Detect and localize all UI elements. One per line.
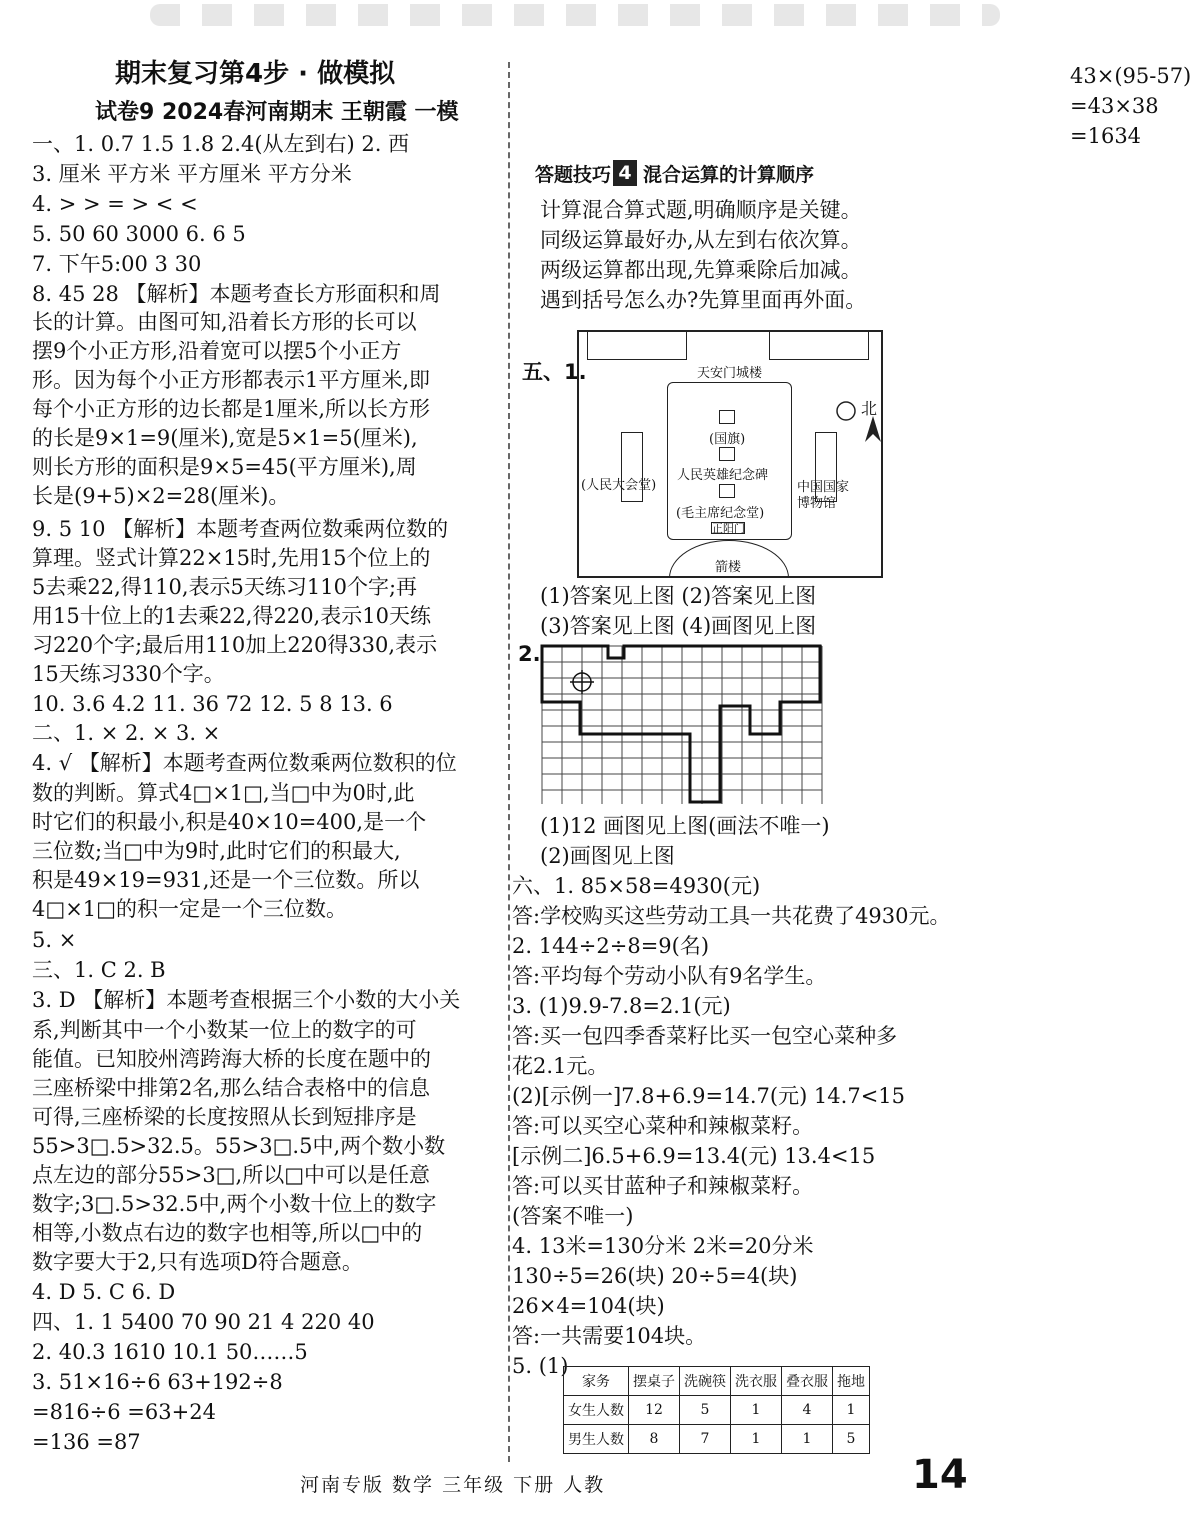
answer-line: 3. D 【解析】本题考查根据三个小数的大小关 (32, 988, 461, 1012)
map-left-wall (587, 330, 687, 360)
app-answer-line: 答:买一包四季香菜籽比买一包空心菜种多 (512, 1024, 898, 1048)
answer-line: 4□×1□的积一定是一个三位数。 (32, 897, 347, 921)
footer-text: 河南专版 数学 三年级 下册 人教 (300, 1474, 606, 1496)
map-mausoleum-box (719, 484, 735, 498)
map-flag-box (719, 410, 735, 424)
table-cell: 12 (629, 1396, 680, 1425)
answer-line: 摆9个小正方形,沿着宽可以摆5个小正方 (32, 339, 402, 363)
grid-drawing (540, 644, 824, 806)
map-mausoleum: (毛主席纪念堂) (676, 506, 765, 521)
tip-line: 计算混合算式题,明确顺序是关键。 (540, 198, 862, 222)
compass-icon (835, 400, 857, 422)
answer-line: 9. 5 10 【解析】本题考查两位数乘两位数的 (32, 517, 449, 541)
map-answer-line: (1)答案见上图 (2)答案见上图 (540, 584, 817, 608)
map-tiananmen: 天安门城楼 (697, 366, 763, 381)
table-cell: 1 (731, 1425, 782, 1454)
answer-line: 二、1. × 2. × 3. × (32, 721, 221, 745)
calc-line: 43×(95-57) (1070, 64, 1191, 88)
answer-line: 系,判断其中一个小数某一位上的数字的可 (32, 1018, 417, 1042)
app-answer-line: 答:平均每个劳动小队有9名学生。 (512, 964, 827, 988)
answer-line: 5. × (32, 928, 77, 952)
map-arrow-tower: 箭楼 (715, 560, 742, 575)
tip-label: 答题技巧 (535, 163, 612, 186)
tip-title: 混合运算的计算顺序 (643, 163, 815, 186)
table-cell: 男生人数 (564, 1425, 629, 1454)
table-cell: 5 (833, 1425, 870, 1454)
answer-line: 每个小正方形的边长都是1厘米,所以长方形 (32, 397, 431, 421)
app-answer-line: 答:可以买甘蓝种子和辣椒菜籽。 (512, 1174, 814, 1198)
app-answer-line: 26×4=104(块) (512, 1294, 665, 1318)
north-arrow-icon (863, 416, 883, 446)
table-cell: 5 (680, 1396, 731, 1425)
app-answer-line: 六、1. 85×58=4930(元) (512, 874, 761, 898)
table-row (564, 1425, 870, 1454)
table-header-cell: 家务 (564, 1367, 629, 1396)
map-right-wall (769, 330, 869, 360)
map-zhengyang: 正阳门 (712, 522, 745, 535)
answer-line: 7. 下午5:00 3 30 (32, 252, 202, 276)
tip-header (535, 158, 814, 188)
map-monument-box (719, 447, 735, 461)
app-answer-line: (答案不唯一) (512, 1204, 634, 1228)
answer-line: 2. 40.3 1610 10.1 50……5 (32, 1340, 308, 1364)
answer-line: 长的计算。由图可知,沿着长方形的长可以 (32, 310, 417, 334)
answer-line: 5去乘22,得110,表示5天练习110个字;再 (32, 575, 418, 599)
answer-line: 数字;3□.5>32.5中,两个小数十位上的数字 (32, 1192, 437, 1216)
table-cell: 8 (629, 1425, 680, 1454)
table-header-cell: 洗碗筷 (680, 1367, 731, 1396)
answer-line: 3. 厘米 平方米 平方厘米 平方分米 (32, 162, 352, 186)
tip-line: 两级运算都出现,先算乘除后加减。 (540, 258, 862, 282)
answer-line: 点左边的部分55>3□,所以□中可以是任意 (32, 1163, 431, 1187)
answer-line: 可得,三座桥梁的长度按照从长到短排序是 (32, 1105, 417, 1129)
page-title: 期末复习第4步 · 做模拟 (115, 59, 396, 89)
answer-line: =816÷6 =63+24 (32, 1400, 216, 1424)
answer-line: 四、1. 1 5400 70 90 21 4 220 40 (32, 1310, 375, 1334)
app-answer-line: 答:学校购买这些劳动工具一共花费了4930元。 (512, 904, 951, 928)
map-monument: 人民英雄纪念碑 (677, 468, 769, 483)
table-cell: 7 (680, 1425, 731, 1454)
page-number: 14 (912, 1452, 968, 1498)
app-answer-line: 答:可以买空心菜种和辣椒菜籽。 (512, 1114, 814, 1138)
app-answer-line: 花2.1元。 (512, 1054, 609, 1078)
answer-line: 能值。已知胶州湾跨海大桥的长度在题中的 (32, 1047, 431, 1071)
answer-line: 一、1. 0.7 1.5 1.8 2.4(从左到右) 2. 西 (32, 132, 410, 156)
answer-line: 的长是9×1=9(厘米),宽是5×1=5(厘米), (32, 426, 418, 450)
answer-line: 数字要大于2,只有选项D符合题意。 (32, 1250, 363, 1274)
answer-line: 时它们的积最小,积是40×10=400,是一个 (32, 810, 427, 834)
table-header-cell: 摆桌子 (629, 1367, 680, 1396)
answer-line: 三座桥梁中排第2名,那么结合表格中的信息 (32, 1076, 431, 1100)
table-cell: 1 (833, 1396, 870, 1425)
answer-line: 4. > > = > < < (32, 192, 198, 216)
answer-line: 5. 50 60 3000 6. 6 5 (32, 222, 246, 246)
answer-line: 积是49×19=931,还是一个三位数。所以 (32, 868, 420, 892)
app-answer-line: 5. (1) (512, 1354, 569, 1378)
app-answer-line: 130÷5=26(块) 20÷5=4(块) (512, 1264, 798, 1288)
answer-line: 10. 3.6 4.2 11. 36 72 12. 5 8 13. 6 (32, 692, 393, 716)
column-divider (508, 62, 510, 1462)
app-answer-line: 2. 144÷2÷8=9(名) (512, 934, 710, 958)
table-cell: 4 (782, 1396, 833, 1425)
answer-line: 则长方形的面积是9×5=45(平方厘米),周 (32, 455, 417, 479)
app-answer-line: 3. (1)9.9-7.8=2.1(元) (512, 994, 731, 1018)
map-north-label: 北 (861, 399, 878, 418)
tip-line: 遇到括号怎么办?先算里面再外面。 (540, 288, 867, 312)
page-subtitle: 试卷9 2024春河南期末 王朝霞 一模 (95, 100, 459, 125)
map-answer-line: (3)答案见上图 (4)画图见上图 (540, 614, 817, 638)
table-header-cell: 拖地 (833, 1367, 870, 1396)
app-answer-line: [示例二]6.5+6.9=13.4(元) 13.4<15 (512, 1144, 876, 1168)
table-cell: 女生人数 (564, 1396, 629, 1425)
tip-number: 4 (613, 160, 637, 186)
table-header-cell: 叠衣服 (782, 1367, 833, 1396)
table-cell: 1 (731, 1396, 782, 1425)
app-answer-line: 答:一共需要104块。 (512, 1324, 707, 1348)
answer-line: 形。因为每个小正方形都表示1平方厘米,即 (32, 368, 431, 392)
table-cell: 1 (782, 1425, 833, 1454)
housework-table (563, 1366, 870, 1454)
answer-line: 长是(9+5)×2=28(厘米)。 (32, 484, 290, 508)
answer-line: 相等,小数点右边的数字也相等,所以□中的 (32, 1221, 423, 1245)
answer-line: 3. 51×16÷6 63+192÷8 (32, 1370, 283, 1394)
map-flag: (国旗) (709, 432, 746, 447)
answer-line: 15天练习330个字。 (32, 662, 225, 686)
answer-line: 算理。竖式计算22×15时,先用15个位上的 (32, 546, 431, 570)
answer-line: 4. √ 【解析】本题考查两位数乘两位数积的位 (32, 751, 457, 775)
answer-line: 习220个字;最后用110加上220得330,表示 (32, 633, 438, 657)
header-decoration (150, 4, 1000, 26)
grid-answer-line: (2)画图见上图 (540, 844, 675, 868)
map-museum: 中国国家 博物馆 (797, 480, 850, 511)
app-answer-line: 4. 13米=130分米 2米=20分米 (512, 1234, 814, 1258)
q2-label: 2. (518, 642, 541, 666)
answer-line: 8. 45 28 【解析】本题考查长方形面积和周 (32, 282, 441, 306)
answer-line: 三位数;当□中为9时,此时它们的积最大, (32, 839, 401, 863)
map-hall: (人民大会堂) (581, 478, 657, 493)
answer-line: 用15十位上的1去乘22,得220,表示10天练 (32, 604, 431, 628)
grid-answer-line: (1)12 画图见上图(画法不唯一) (540, 814, 830, 838)
answer-line: 三、1. C 2. B (32, 958, 166, 982)
answer-line: =136 =87 (32, 1430, 141, 1454)
answer-line: 4. D 5. C 6. D (32, 1280, 176, 1304)
tip-line: 同级运算最好办,从左到右依次算。 (540, 228, 862, 252)
tiananmen-map (577, 330, 883, 578)
app-answer-line: (2)[示例一]7.8+6.9=14.7(元) 14.7<15 (512, 1084, 906, 1108)
table-row (564, 1396, 870, 1425)
table-header-cell: 洗衣服 (731, 1367, 782, 1396)
answer-line: 数的判断。算式4□×1□,当□中为0时,此 (32, 781, 415, 805)
calc-line: =43×38 (1070, 94, 1159, 118)
calc-line: =1634 (1070, 124, 1142, 148)
answer-line: 55>3□.5>32.5。55>3□.5中,两个数小数 (32, 1134, 446, 1158)
table-header-row (564, 1367, 870, 1396)
section5-label: 五、1. (522, 360, 587, 384)
